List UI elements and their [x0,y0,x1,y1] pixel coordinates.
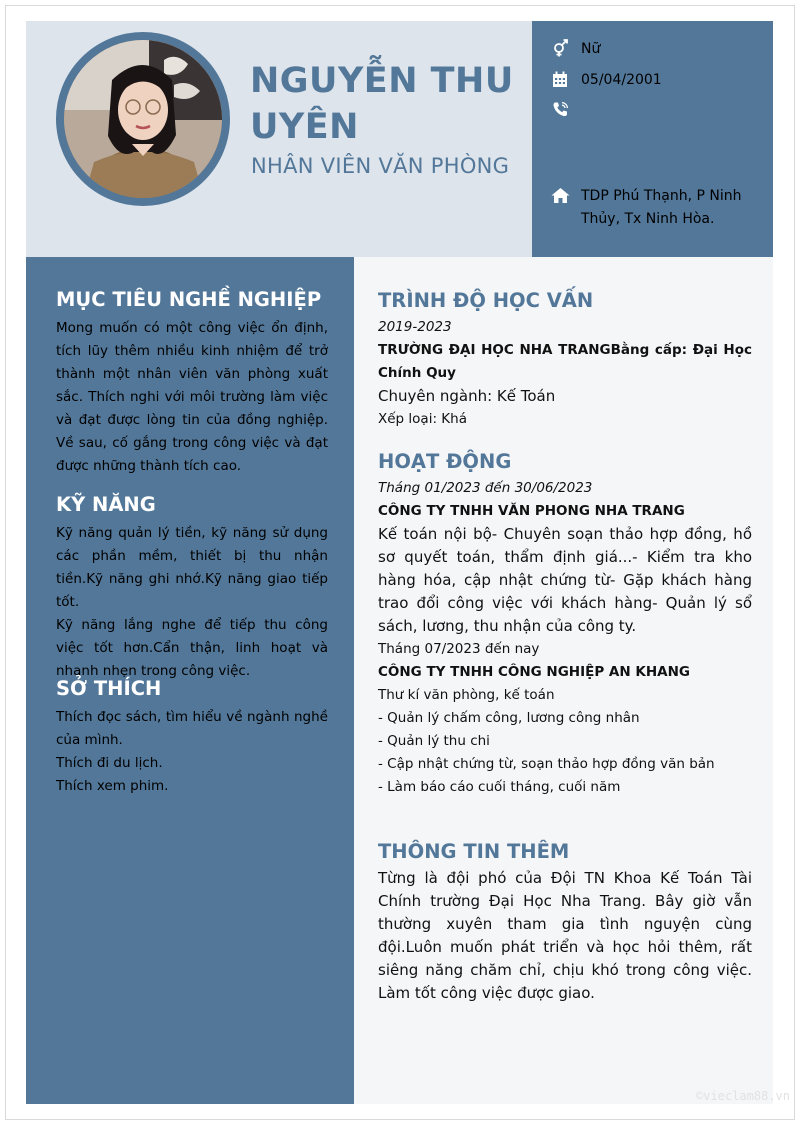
full-name: NGUYỄN THU UYÊN [250,61,514,147]
job2-line: - Làm báo cáo cuối tháng, cuối năm [378,779,621,795]
education-major: Chuyên ngành: Kế Toán [378,387,556,405]
job2-period: Tháng 07/2023 đến nay [378,641,540,657]
job1-period: Tháng 01/2023 đến 30/06/2023 [378,480,593,496]
phone-icon [550,99,570,119]
skills-line: Kỹ năng lắng nghe để tiếp thu công việc tốt hơn.Cẩn thận, linh hoạt và nhanh nhẹn trong công việc. [56,617,328,679]
education-period: 2019-2023 [378,319,452,335]
job2-line: - Quản lý chấm công, lương công nhân [378,710,640,726]
hobbies-heading: SỞ THÍCH [56,677,162,700]
avatar [56,32,230,206]
skills-section [56,493,328,683]
objective-heading: MỤC TIÊU NGHỀ NGHIỆP [56,288,322,311]
job2-line: - Quản lý thu chi [378,733,490,749]
extra-text: Từng là đội phó của Đội TN Khoa Kế Toán Tài Chính trường Đại Học Nha Trang. Bây giờ vẫn thường xuyên tham gia tình nguyện cùng đội.Luôn muốn phát triển và học hỏi thêm, rất siêng năng chăm chỉ, chịu khó trong công việc. Làm tốt công việc được giao. [378,869,752,1002]
watermark: ©vieclam88.vn [696,1089,790,1103]
address-value: TDP Phú Thạnh, P Ninh Thủy, Tx Ninh Hòa. [581,188,742,227]
education-section [378,289,752,431]
job-title: NHÂN VIÊN VĂN PHÒNG [251,154,510,178]
job2-line: - Cập nhật chứng từ, soạn thảo hợp đồng văn bản [378,756,715,772]
home-icon [550,185,570,205]
gender-value: Nữ [581,41,601,57]
extra-section [378,840,752,1005]
contact-phone [550,99,756,119]
hobby-line: Thích xem phim. [56,778,169,794]
calendar-icon [550,69,570,89]
education-heading: TRÌNH ĐỘ HỌC VẤN [378,289,594,312]
birthday-value: 05/04/2001 [581,72,662,88]
job1-description: Kế toán nội bộ- Chuyên soạn thảo hợp đồng, hồ sơ quyết toán, thẩm định giá...- Kiểm tra kho hàng hóa, cập nhật chứng từ- Gặp khách hàng trao đổi công việc với khách hàng- Quản lý sổ sách, lương, thu nhận của công ty. [378,525,752,635]
contact-gender [550,38,756,61]
activities-section [378,450,752,799]
avatar-photo [64,40,222,198]
education-school: TRƯỜNG ĐẠI HỌC NHA TRANGBằng cấp: Đại Học Chính Quy [378,342,752,381]
extra-heading: THÔNG TIN THÊM [378,840,570,863]
hobby-line: Thích đọc sách, tìm hiểu về ngành nghề của mình. [56,709,328,748]
hobbies-section [56,677,328,798]
education-rank: Xếp loại: Khá [378,411,467,427]
objective-section [56,288,328,478]
skills-heading: KỸ NĂNG [56,493,156,516]
objective-text: Mong muốn có một công việc ổn định, tích lũy thêm nhiều kinh nhiệm để trở thành một nhân viên văn phòng xuất sắc. Thích nghi với môi trường làm việc và đạt được lòng tin của đồng nghiệp. Về sau, cố gắng trong công việc và đạt được những thành tích cao. [56,320,328,474]
gender-icon [550,38,570,58]
job1-company: CÔNG TY TNHH VĂN PHONG NHA TRANG [378,503,685,519]
contact-birthday [550,69,756,92]
skills-line: Kỹ năng quản lý tiền, kỹ năng sử dụng các phần mềm, thiết bị thu nhận tiền.Kỹ năng ghi nhớ.Kỹ năng giao tiếp tốt. [56,525,328,610]
activities-heading: HOẠT ĐỘNG [378,450,512,473]
job2-line: Thư kí văn phòng, kế toán [378,687,555,703]
contact-address [550,185,756,231]
job2-company: CÔNG TY TNHH CÔNG NGHIỆP AN KHANG [378,664,690,680]
hobby-line: Thích đi du lịch. [56,755,163,771]
